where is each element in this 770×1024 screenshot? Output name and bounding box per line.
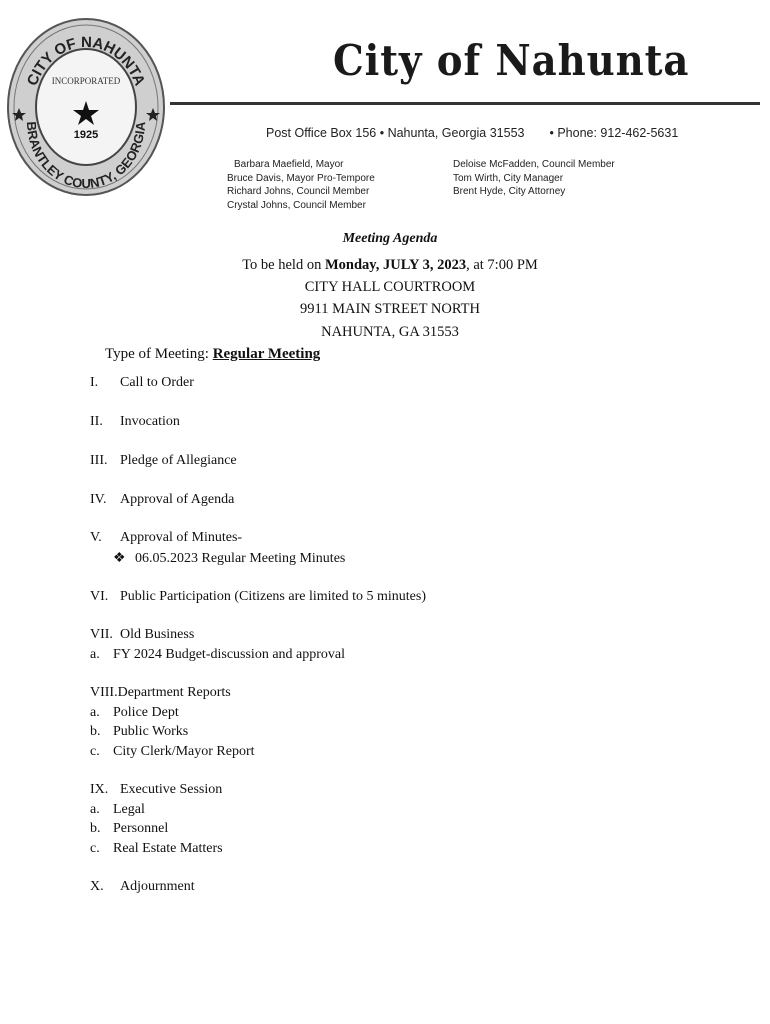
agenda-item: II. Invocation [90, 414, 180, 429]
agenda-item: IV. Approval of Agenda [90, 492, 235, 507]
agenda-item: III. Pledge of Allegiance [90, 453, 237, 468]
seal-bottom-text: BRANTLEY COUNTY, GEORGIA [23, 121, 149, 192]
agenda-item: X. Adjournment [90, 879, 195, 894]
official-name: Bruce Davis, Mayor Pro-Tempore [227, 172, 375, 184]
agenda-subitem: c. Real Estate Matters [90, 841, 223, 856]
agenda-subitem: a. Police Dept [90, 705, 179, 720]
meeting-date: Monday, JULY 3, 2023 [324, 257, 467, 273]
contact-line [266, 126, 678, 140]
phone-text: • Phone: 912-462-5631 [549, 126, 679, 140]
location-line: 9911 MAIN STREET NORTH [300, 301, 480, 317]
agenda-subitem: c. City Clerk/Mayor Report [90, 744, 255, 759]
city-seal-logo [5, 12, 167, 202]
agenda-item: I. Call to Order [90, 375, 194, 390]
agenda-item: VIII.Department Reports [90, 685, 231, 700]
meeting-datetime: To be held on Monday, JULY 3, 2023, at 7:00 PM [242, 257, 538, 273]
agenda-subitem: a. FY 2024 Budget-discussion and approval [90, 647, 346, 662]
page-title: City of Nahunta [333, 36, 690, 85]
agenda-title: Meeting Agenda [342, 231, 438, 246]
address-text: Post Office Box 156 • Nahunta, Georgia 31553 [266, 126, 525, 140]
meeting-type: Type of Meeting: Regular Meeting [105, 346, 321, 362]
location-line: CITY HALL COURTROOM [304, 279, 476, 295]
officials-right-column [453, 158, 615, 199]
official-name: Brent Hyde, City Attorney [453, 186, 566, 198]
official-name: Deloise McFadden, Council Member [453, 159, 615, 170]
agenda-item: V. Approval of Minutes- [90, 530, 243, 545]
seal-top-text: CITY OF NAHUNTA [23, 33, 149, 89]
official-name: Barbara Maefield, Mayor [234, 159, 344, 170]
seal-incorporated: INCORPORATED [51, 76, 121, 86]
agenda-item: VII. Old Business [90, 627, 195, 642]
minutes-bullet: ❖ 06.05.2023 Regular Meeting Minutes [113, 551, 346, 566]
official-name: Crystal Johns, Council Member [227, 200, 366, 212]
officials-left-column [227, 158, 375, 213]
diamond-bullet-icon: ❖ [113, 551, 126, 566]
agenda-subitem: a. Legal [90, 802, 145, 817]
meeting-type-value: Regular Meeting [212, 346, 321, 362]
agenda-subitem: b. Personnel [90, 821, 169, 836]
header-rule [170, 102, 760, 105]
official-name: Richard Johns, Council Member [227, 186, 370, 198]
agenda-item: IX. Executive Session [90, 782, 223, 797]
location-line: NAHUNTA, GA 31553 [321, 324, 459, 340]
agenda-subitem: b. Public Works [90, 724, 189, 739]
agenda-item: VI. Public Participation (Citizens are limited to 5 minutes) [90, 589, 426, 604]
official-name: Tom Wirth, City Manager [453, 172, 564, 184]
seal-year: 1925 [73, 129, 99, 141]
